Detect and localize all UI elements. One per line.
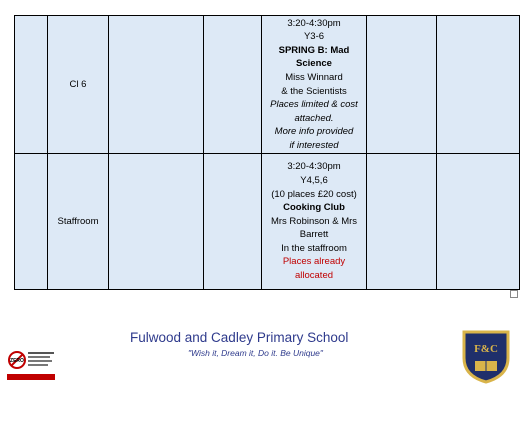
table-cell[interactable] bbox=[204, 154, 262, 290]
club-text-line: Y3-6 bbox=[303, 31, 325, 43]
table-cell[interactable] bbox=[367, 154, 437, 290]
club-text-line: In the staffroom bbox=[281, 242, 347, 254]
club-text-line: & the Scientists bbox=[281, 85, 347, 97]
table-row bbox=[15, 154, 520, 290]
club-text-line: Places already bbox=[282, 256, 346, 268]
badge-text: ZERO bbox=[10, 358, 24, 364]
table-cell[interactable] bbox=[437, 154, 520, 290]
club-text-line: Barrett bbox=[299, 229, 329, 241]
table-resize-handle[interactable] bbox=[510, 290, 518, 298]
zero-badge-logo bbox=[6, 348, 56, 387]
table-cell[interactable] bbox=[204, 16, 262, 154]
school-motto: "Wish it, Dream it, Do it. Be Unique" bbox=[188, 348, 323, 358]
table-cell[interactable] bbox=[109, 16, 204, 154]
club-text-line: 3:20-4:30pm bbox=[287, 17, 341, 29]
room-label: Staffroom bbox=[57, 215, 99, 227]
club-cell[interactable] bbox=[262, 154, 367, 290]
room-label: Cl 6 bbox=[69, 78, 87, 90]
club-text-line: More info provided bbox=[274, 126, 354, 138]
club-text-line: Cooking Club bbox=[283, 202, 345, 214]
table-cell[interactable] bbox=[437, 16, 520, 154]
club-text-line: Y4,5,6 bbox=[300, 174, 328, 186]
table-cell[interactable] bbox=[15, 154, 48, 290]
room-cell[interactable] bbox=[48, 154, 109, 290]
table-cell[interactable] bbox=[109, 154, 204, 290]
club-cell[interactable] bbox=[262, 16, 367, 154]
club-text-line: attached. bbox=[294, 112, 334, 124]
school-name: Fulwood and Cadley Primary School bbox=[130, 330, 349, 345]
table-cell[interactable] bbox=[15, 16, 48, 154]
club-text-line: SPRING B: Mad bbox=[278, 44, 350, 56]
schedule-table bbox=[14, 15, 520, 290]
room-cell[interactable] bbox=[48, 16, 109, 154]
club-text-line: allocated bbox=[294, 270, 334, 282]
club-text-line: Places limited & cost bbox=[270, 99, 358, 111]
club-text-line: 3:20-4:30pm bbox=[287, 161, 341, 173]
club-text-line: Miss Winnard bbox=[285, 71, 343, 83]
club-text-line: if interested bbox=[289, 139, 339, 151]
club-text-line: Mrs Robinson & Mrs bbox=[270, 215, 358, 227]
table-cell[interactable] bbox=[367, 16, 437, 154]
crest-letters: F&C bbox=[474, 343, 498, 355]
school-crest-logo bbox=[460, 328, 512, 389]
club-text-line: Science bbox=[296, 58, 332, 70]
club-text-line: (10 places £20 cost) bbox=[271, 188, 357, 200]
table-row bbox=[15, 16, 520, 154]
